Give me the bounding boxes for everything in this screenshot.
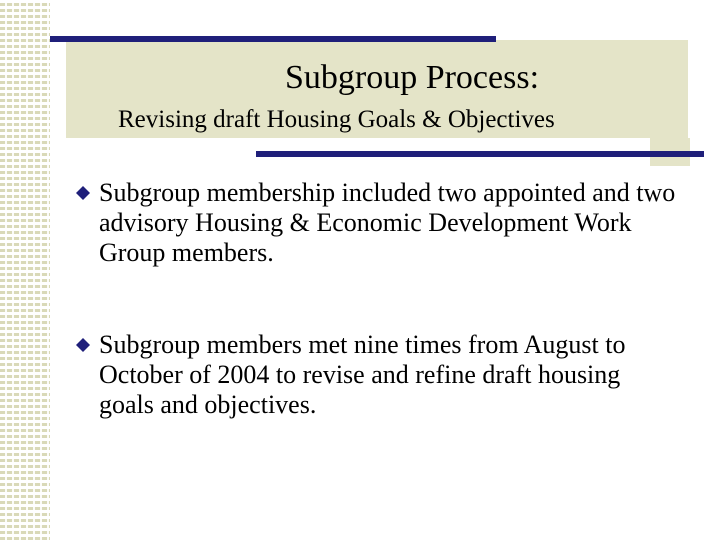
slide-subtitle: Revising draft Housing Goals & Objectives <box>118 106 555 133</box>
bullet-item <box>76 330 676 420</box>
bullet-item <box>76 178 676 268</box>
diamond-bullet-icon <box>76 338 90 352</box>
diamond-bullet-icon <box>76 186 90 200</box>
bullet-text: Subgroup members met nine times from August to October of 2004 to revise and refine draft housing goals and objectives. <box>99 330 626 419</box>
bullet-list <box>76 178 676 482</box>
top-rule <box>50 36 496 42</box>
bottom-rule <box>256 151 704 157</box>
title-area <box>110 58 690 98</box>
bullet-text: Subgroup membership included two appointed and two advisory Housing & Economic Development Work Group members. <box>99 178 676 267</box>
decorative-stripe-band <box>0 0 50 540</box>
slide-title: Subgroup Process: <box>284 59 540 96</box>
